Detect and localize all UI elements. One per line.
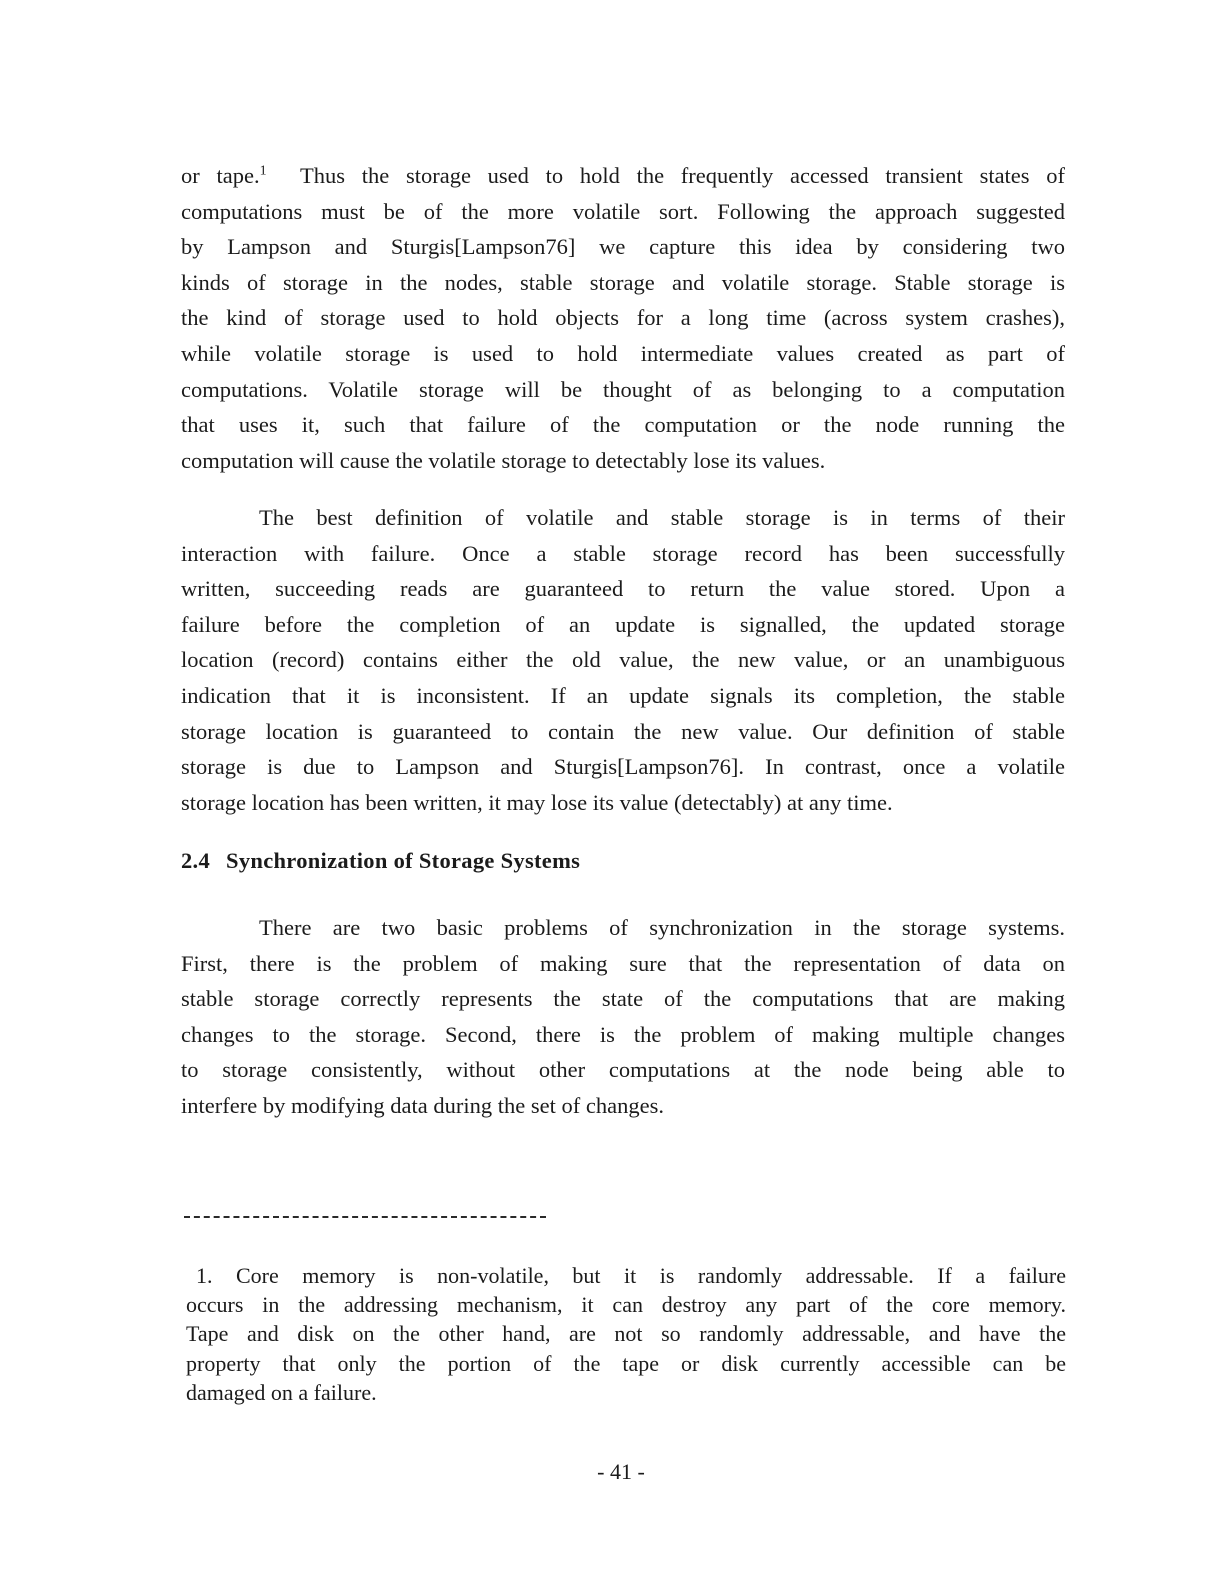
section-title: Synchronization of Storage Systems [226,848,581,873]
footnote-separator [184,1216,546,1218]
text-line: location (record) contains either the old value, the new value, or an unambiguous [181,647,1065,673]
text-line: computations must be of the more volatile sort. Following the approach suggested [181,198,1065,224]
text-line: computations. Volatile storage will be thought of as belonging to a computation [181,376,1065,402]
paragraph-volatile-storage [181,158,1065,478]
text-line: failure before the completion of an update is signalled, the updated storage [181,611,1065,637]
paragraph-synchronization [181,910,1065,1124]
text-line: to storage consistently, without other computations at the node being able to [181,1057,1065,1083]
text-line: the kind of storage used to hold objects for a long time (across system crashes), [181,305,1065,331]
text-line [181,158,1065,194]
section-number: 2.4 [181,848,211,873]
text-line: First, there is the problem of making sure that the representation of data on [181,950,1065,976]
text-fragment: or tape. [181,163,260,188]
footnote-line: Tape and disk on the other hand, are not so randomly addressable, and have the [186,1321,1066,1347]
text-line: while volatile storage is used to hold intermediate values created as part of [181,340,1065,366]
text-line: storage location has been written, it may lose its value (detectably) at any time. [181,789,893,815]
text-line: kinds of storage in the nodes, stable storage and volatile storage. Stable storage is [181,269,1065,295]
page-number: - 41 - [597,1459,645,1484]
text-line: by Lampson and Sturgis[Lampson76] we capture this idea by considering two [181,234,1065,260]
text-line: interaction with failure. Once a stable storage record has been successfully [181,540,1065,566]
text-line: computation will cause the volatile storage to detectably lose its values. [181,447,826,473]
text-line: There are two basic problems of synchronization in the storage systems. [259,915,1065,940]
text-line: storage is due to Lampson and Sturgis[Lampson76]. In contrast, once a volatile [181,754,1065,780]
section-heading [181,848,580,874]
text-fragment: Thus the storage used to hold the frequently accessed transient states of [300,163,1066,188]
text-line: changes to the storage. Second, there is the problem of making multiple changes [181,1021,1065,1047]
text-line: interfere by modifying data during the set of changes. [181,1092,664,1118]
text-line: The best definition of volatile and stable storage is in terms of their [259,505,1065,530]
footnote-line: damaged on a failure. [186,1379,377,1405]
text-line: that uses it, such that failure of the computation or the node running the [181,412,1065,438]
footnote [186,1261,1066,1407]
footnote-marker[interactable]: 1 [259,163,267,179]
footnote-line: property that only the portion of the tape or disk currently accessible can be [186,1350,1066,1376]
paragraph-storage-definition [181,500,1065,820]
footnote-line: occurs in the addressing mechanism, it can destroy any part of the core memory. [186,1292,1066,1318]
text-line: indication that it is inconsistent. If an update signals its completion, the stable [181,682,1065,708]
text-line: stable storage correctly represents the state of the computations that are making [181,986,1065,1012]
footnote-line: 1. Core memory is non-volatile, but it is randomly addressable. If a failure [196,1263,1066,1288]
text-line: written, succeeding reads are guaranteed to return the value stored. Upon a [181,576,1065,602]
text-line: storage location is guaranteed to contain the new value. Our definition of stable [181,718,1065,744]
